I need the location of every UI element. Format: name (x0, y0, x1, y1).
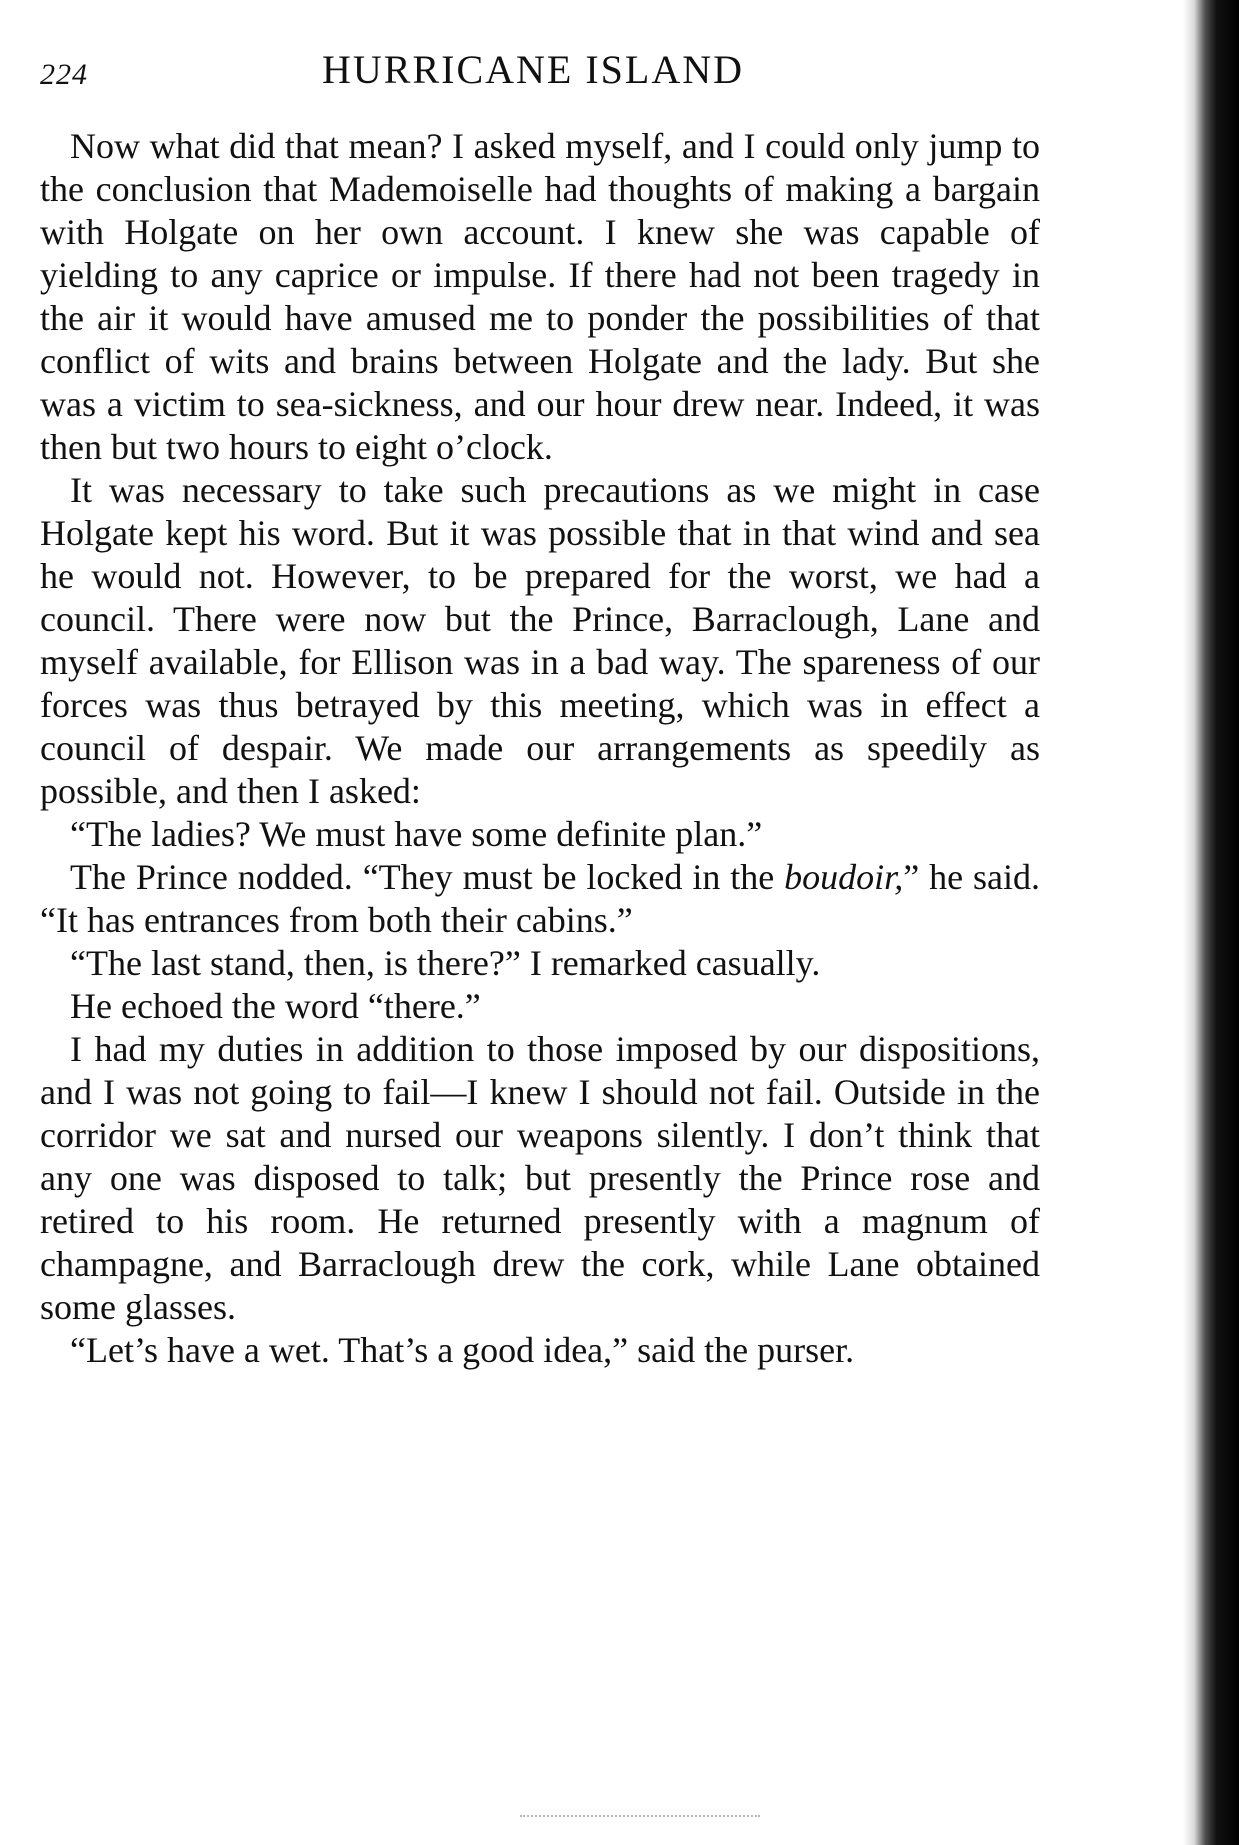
paragraph: I had my duties in addition to those imposed by our dispositions, and I was not going to fail—I knew I should not fail. Outside in the corridor we sat and nursed our weapons silently. I don’t think that any one was disposed to talk; but presently the Prince rose and retired to his room. He returned presently with a magnum of champagne, and Barraclough drew the cork, while Lane obtained some glasses. (40, 1029, 1040, 1327)
paragraph: It was necessary to take such precautions as we might in case Holgate kept his word. But it was possible that in that wind and sea he would not. However, to be prepared for the worst, we had a council. There were now but the Prince, Barraclough, Lane and myself available, for Ellison was in a bad way. The spareness of our forces was thus betrayed by this meeting, which was in effect a council of despair. We made our arrangements as speedily as possible, and then I asked: (40, 470, 1040, 811)
scan-smudge (520, 1815, 760, 1825)
running-head: HURRICANE ISLAND (322, 47, 744, 92)
paragraph: “The ladies? We must have some definite plan.” (70, 814, 763, 854)
page-header (40, 40, 1040, 100)
paragraph: Now what did that mean? I asked myself, and I could only jump to the conclusion that Mademoiselle had thoughts of making a bargain with Holgate on her own account. I knew she was capable of yielding to any caprice or impulse. If there had not been tragedy in the air it would have amused me to ponder the possibilities of that conflict of wits and brains between Holgate and the lady. But she was a victim to sea-sickness, and our hour drew near. Indeed, it was then but two hours to eight o’clock. (40, 126, 1040, 467)
italic-word: boudoir, (784, 857, 904, 897)
paragraph-text: The Prince nodded. “They must be locked in the (70, 857, 785, 897)
paragraph: He echoed the word “there.” (70, 986, 481, 1026)
paragraph-text: ” he said. “It has entrances from both their cabins.” (40, 857, 1041, 940)
page-binding-shadow (1183, 0, 1239, 1845)
body-text (40, 125, 1040, 1372)
page-number: 224 (40, 58, 88, 91)
paragraph: “The last stand, then, is there?” I remarked casually. (70, 943, 821, 983)
paragraph: “Let’s have a wet. That’s a good idea,” said the purser. (70, 1330, 855, 1370)
paragraph-with-italic (40, 856, 1040, 942)
